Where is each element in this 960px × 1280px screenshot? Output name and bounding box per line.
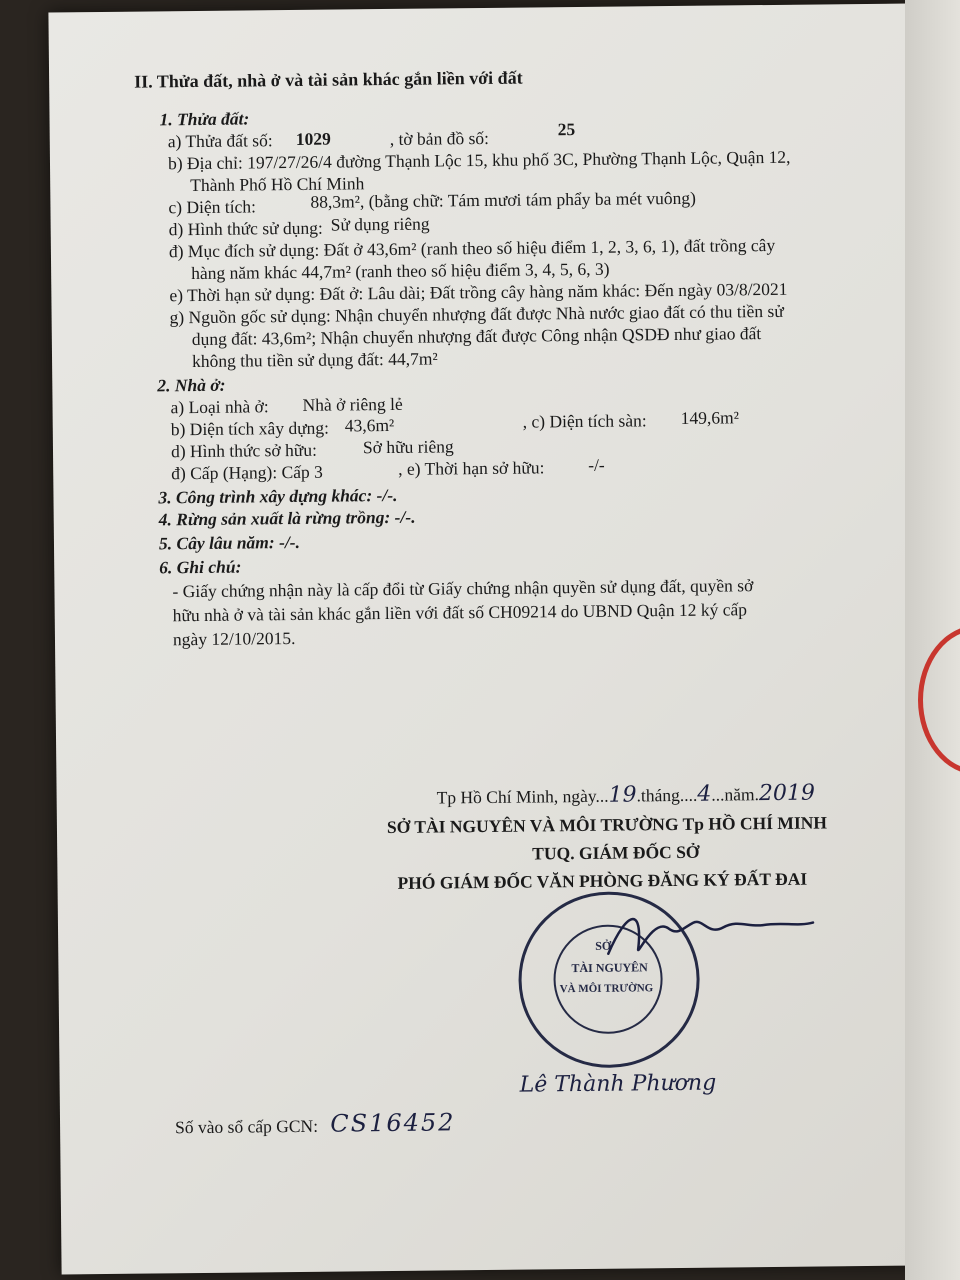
land-address-line2: Thành Phố Hồ Chí Minh: [190, 173, 365, 196]
seal-text-1: SỞ: [595, 938, 612, 953]
land-parcel-label: a) Thửa đất số:: [167, 130, 273, 152]
land-purpose-line2: hàng năm khác 44,7m² (ranh theo số hiệu điểm 3, 4, 5, 6, 3): [191, 258, 610, 284]
house-floor-area-label: , c) Diện tích sàn:: [522, 410, 647, 432]
house-ownership-term-label: , e) Thời hạn sở hữu:: [398, 457, 545, 479]
date-month-label: tháng: [640, 784, 680, 806]
house-ownership-term-value: -/-: [588, 454, 605, 475]
land-term-line: e) Thời hạn sử dụng: Đất ở: Lâu dài; Đất trồng cây hàng năm khác: Đến ngày 03/8/2021: [169, 278, 788, 306]
item-perennial-trees: 5. Cây lâu năm: -/-.: [158, 531, 301, 554]
item-forest: 4. Rừng sản xuất là rừng trồng: -/-.: [158, 506, 416, 530]
date-prefix: Tp Hồ Chí Minh, ngày: [436, 785, 596, 808]
date-month: 4: [697, 781, 712, 807]
land-origin-line3: không thu tiền sử dụng đất: 44,7m²: [191, 348, 438, 372]
authority-line2: TUQ. GIÁM ĐỐC SỞ: [532, 841, 700, 864]
land-origin-line1: g) Nguồn gốc sử dụng: Nhận chuyển nhượng đất được Nhà nước giao đất có thu tiền sử: [169, 300, 784, 328]
land-area-value: 88,3m², (bằng chữ: Tám mươi tám phẩy ba mét vuông): [310, 187, 697, 212]
notes-line2: hữu nhà ở và tài sản khác gắn liền với đất số CH09214 do UBND Quận 12 ký cấp: [172, 599, 748, 626]
date-day: 19: [608, 782, 637, 808]
notes-line3: ngày 12/10/2015.: [172, 627, 296, 650]
date-year: 2019: [758, 780, 816, 807]
date-year-label: năm: [724, 784, 755, 805]
land-origin-line2: dụng đất: 43,6m²; Nhận chuyển nhượng đất được Công nhận QSDĐ như giao đất: [191, 323, 762, 350]
section-title: II. Thửa đất, nhà ở và tài sản khác gắn liền với đất: [134, 67, 523, 92]
house-type-label: a) Loại nhà ở:: [170, 396, 269, 418]
house-heading: 2. Nhà ở:: [157, 374, 226, 396]
registry-value: CS16452: [330, 1108, 456, 1138]
house-ownership-label: d) Hình thức sở hữu:: [170, 439, 317, 462]
house-type-value: Nhà ở riêng lẻ: [302, 393, 403, 415]
land-parcel-number: 1029: [295, 128, 331, 149]
land-area-label: c) Diện tích:: [168, 196, 257, 218]
house-floor-area-value: 149,6m²: [680, 407, 740, 428]
notes-line1: - Giấy chứng nhận này là cấp đổi từ Giấy chứng nhận quyền sử dụng đất, quyền sở: [172, 575, 754, 602]
house-build-area-value: 43,6m²: [344, 414, 395, 436]
land-usage-form-value: Sử dụng riêng: [330, 213, 430, 235]
seal-text-3: VÀ MÔI TRƯỜNG: [559, 982, 654, 996]
signer-name: Lê Thành Phương: [519, 1070, 717, 1098]
issue-date: Tp Hồ Chí Minh, ngày...19.tháng....4...năm.2019: [436, 780, 816, 808]
land-usage-form-label: d) Hình thức sử dụng:: [168, 217, 323, 240]
house-ownership-value: Sở hữu riêng: [362, 436, 454, 458]
signature-mark: [598, 897, 819, 969]
authority-line1: SỞ TÀI NGUYÊN VÀ MÔI TRƯỜNG Tp HỒ CHÍ MINH: [386, 812, 828, 838]
land-address-line1: b) Địa chỉ: 197/27/26/4 đường Thạnh Lộc 15, khu phố 3C, Phường Thạnh Lộc, Quận 12,: [167, 146, 791, 174]
authority-line3: PHÓ GIÁM ĐỐC VĂN PHÒNG ĐĂNG KÝ ĐẤT ĐAI: [397, 868, 808, 893]
certificate-page: [48, 4, 921, 1275]
house-grade: đ) Cấp (Hạng): Cấp 3: [171, 461, 323, 484]
house-build-area-label: b) Diện tích xây dựng:: [170, 417, 330, 440]
notes-heading: 6. Ghi chú:: [159, 556, 242, 578]
land-purpose-line1: đ) Mục đích sử dụng: Đất ở 43,6m² (ranh theo số hiệu điểm 1, 2, 3, 6, 1), đất trồng cây: [168, 234, 776, 262]
registry-label: Số vào sổ cấp GCN:: [174, 1115, 319, 1138]
seal-text-2: TÀI NGUYÊN: [571, 960, 648, 976]
land-map-number: 25: [557, 119, 576, 140]
land-heading: 1. Thửa đất:: [159, 108, 250, 130]
registry-number: [175, 1108, 456, 1139]
item-other-works: 3. Công trình xây dựng khác: -/-.: [158, 484, 398, 508]
land-map-label: , tờ bản đồ số:: [389, 127, 490, 149]
